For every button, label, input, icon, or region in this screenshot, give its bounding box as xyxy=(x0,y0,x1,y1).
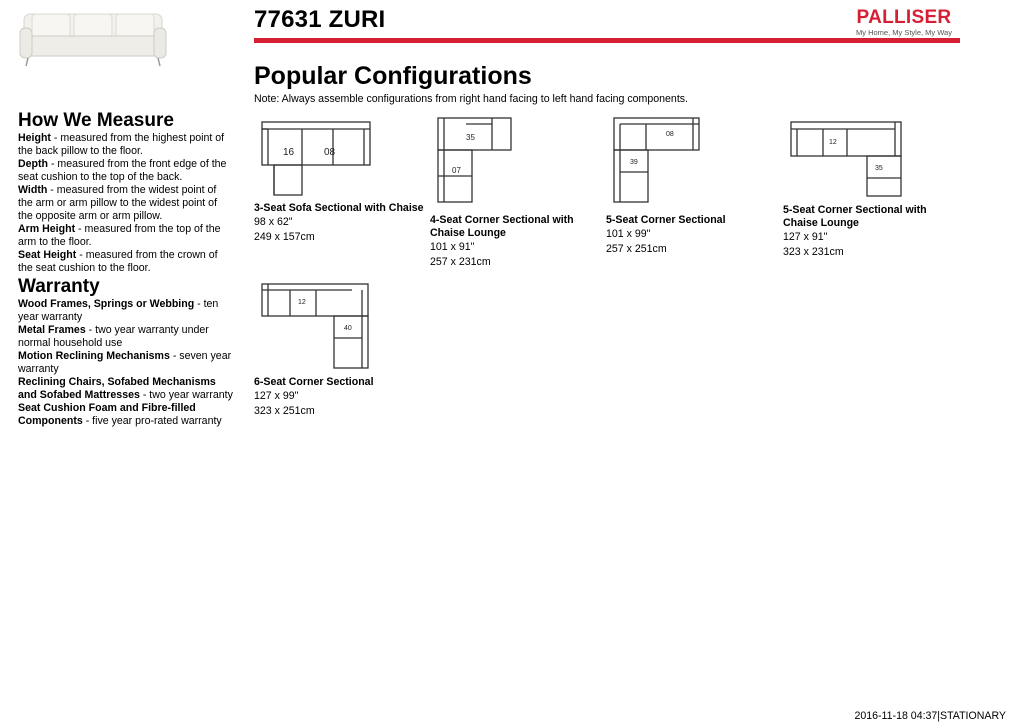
config-label: 07 xyxy=(452,166,461,175)
config-dim-cm: 257 x 251cm xyxy=(606,243,667,255)
warranty-item-motion-reclining: Motion Reclining Mechanisms - seven year warranty xyxy=(18,350,232,375)
brand-tagline: My Home, My Style, My Way xyxy=(856,28,952,37)
config-name: 4-Seat Corner Sectional with Chaise Lounge xyxy=(430,214,574,239)
measure-item-width: Width - measured from the widest point of the arm or arm pillow to the widest point of the opposite arm or arm pillow. xyxy=(18,184,218,222)
warranty-item-seat-cushion: Seat Cushion Foam and Fibre-filled Components - five year pro-rated warranty xyxy=(18,402,222,427)
brand-name: PALLISER xyxy=(856,7,952,28)
footer-timestamp: 2016-11-18 04:37|STATIONARY xyxy=(854,710,1006,722)
warranty-item-wood-frames: Wood Frames, Springs or Webbing - ten year warranty xyxy=(18,298,219,323)
config-dim-cm: 323 x 251cm xyxy=(254,405,315,417)
popular-configurations-title: Popular Configurations xyxy=(254,62,532,90)
config-card xyxy=(606,116,781,257)
measure-item-seat-height: Seat Height - measured from the crown of the seat cushion to the floor. xyxy=(18,249,218,274)
config-label: 35 xyxy=(466,133,475,142)
config-label: 12 xyxy=(829,139,837,146)
config-name: 5-Seat Corner Sectional xyxy=(606,214,726,226)
config-card xyxy=(430,116,605,270)
measure-item-height: Height - measured from the highest point of the back pillow to the floor. xyxy=(18,132,225,157)
sofa-thumbnail-image xyxy=(18,8,168,70)
config-diagram xyxy=(430,116,550,210)
measure-heading: How We Measure xyxy=(18,110,174,131)
config-diagram xyxy=(783,116,905,200)
config-name: 6-Seat Corner Sectional xyxy=(254,376,374,388)
measure-item-depth: Depth - measured from the front edge of the seat cushion to the top of the back. xyxy=(18,158,227,183)
config-name: 3-Seat Sofa Sectional with Chaise xyxy=(254,202,424,214)
config-label: 08 xyxy=(324,147,336,158)
config-label: 39 xyxy=(630,159,638,166)
brand-logo xyxy=(848,8,960,37)
config-card xyxy=(254,282,429,419)
config-diagram xyxy=(606,116,726,210)
measure-item-arm-height: Arm Height - measured from the top of the arm to the floor. xyxy=(18,223,221,248)
config-name: 5-Seat Corner Sectional with Chaise Lounge xyxy=(783,204,927,229)
config-label: 08 xyxy=(666,131,674,138)
config-dim-cm: 323 x 231cm xyxy=(783,246,844,258)
config-card xyxy=(783,116,958,260)
config-dim-inches: 101 x 91" xyxy=(430,241,475,253)
config-dim-inches: 101 x 99" xyxy=(606,228,651,240)
config-diagram xyxy=(254,116,374,198)
config-label: 16 xyxy=(283,147,295,158)
model-title: 77631 ZURI xyxy=(254,6,386,33)
how-we-measure-section xyxy=(18,110,233,275)
config-label: 35 xyxy=(875,165,883,172)
warranty-item-metal-frames: Metal Frames - two year warranty under normal household use xyxy=(18,324,209,349)
config-diagram xyxy=(254,282,374,372)
config-label: 40 xyxy=(344,325,352,332)
warranty-item-reclining-chairs: Reclining Chairs, Sofabed Mechanisms and Sofabed Mattresses - two year warranty xyxy=(18,376,233,401)
config-dim-inches: 127 x 91" xyxy=(783,231,828,243)
header-rule xyxy=(254,38,960,43)
config-dim-inches: 127 x 99" xyxy=(254,390,299,402)
assembly-note: Note: Always assemble configurations from right hand facing to left hand facing components. xyxy=(254,93,688,105)
config-dim-cm: 257 x 231cm xyxy=(430,256,491,268)
config-card xyxy=(254,116,429,245)
config-label: 12 xyxy=(298,299,306,306)
config-dim-cm: 249 x 157cm xyxy=(254,231,315,243)
config-dim-inches: 98 x 62" xyxy=(254,216,293,228)
warranty-section xyxy=(18,276,233,428)
warranty-heading: Warranty xyxy=(18,276,100,297)
